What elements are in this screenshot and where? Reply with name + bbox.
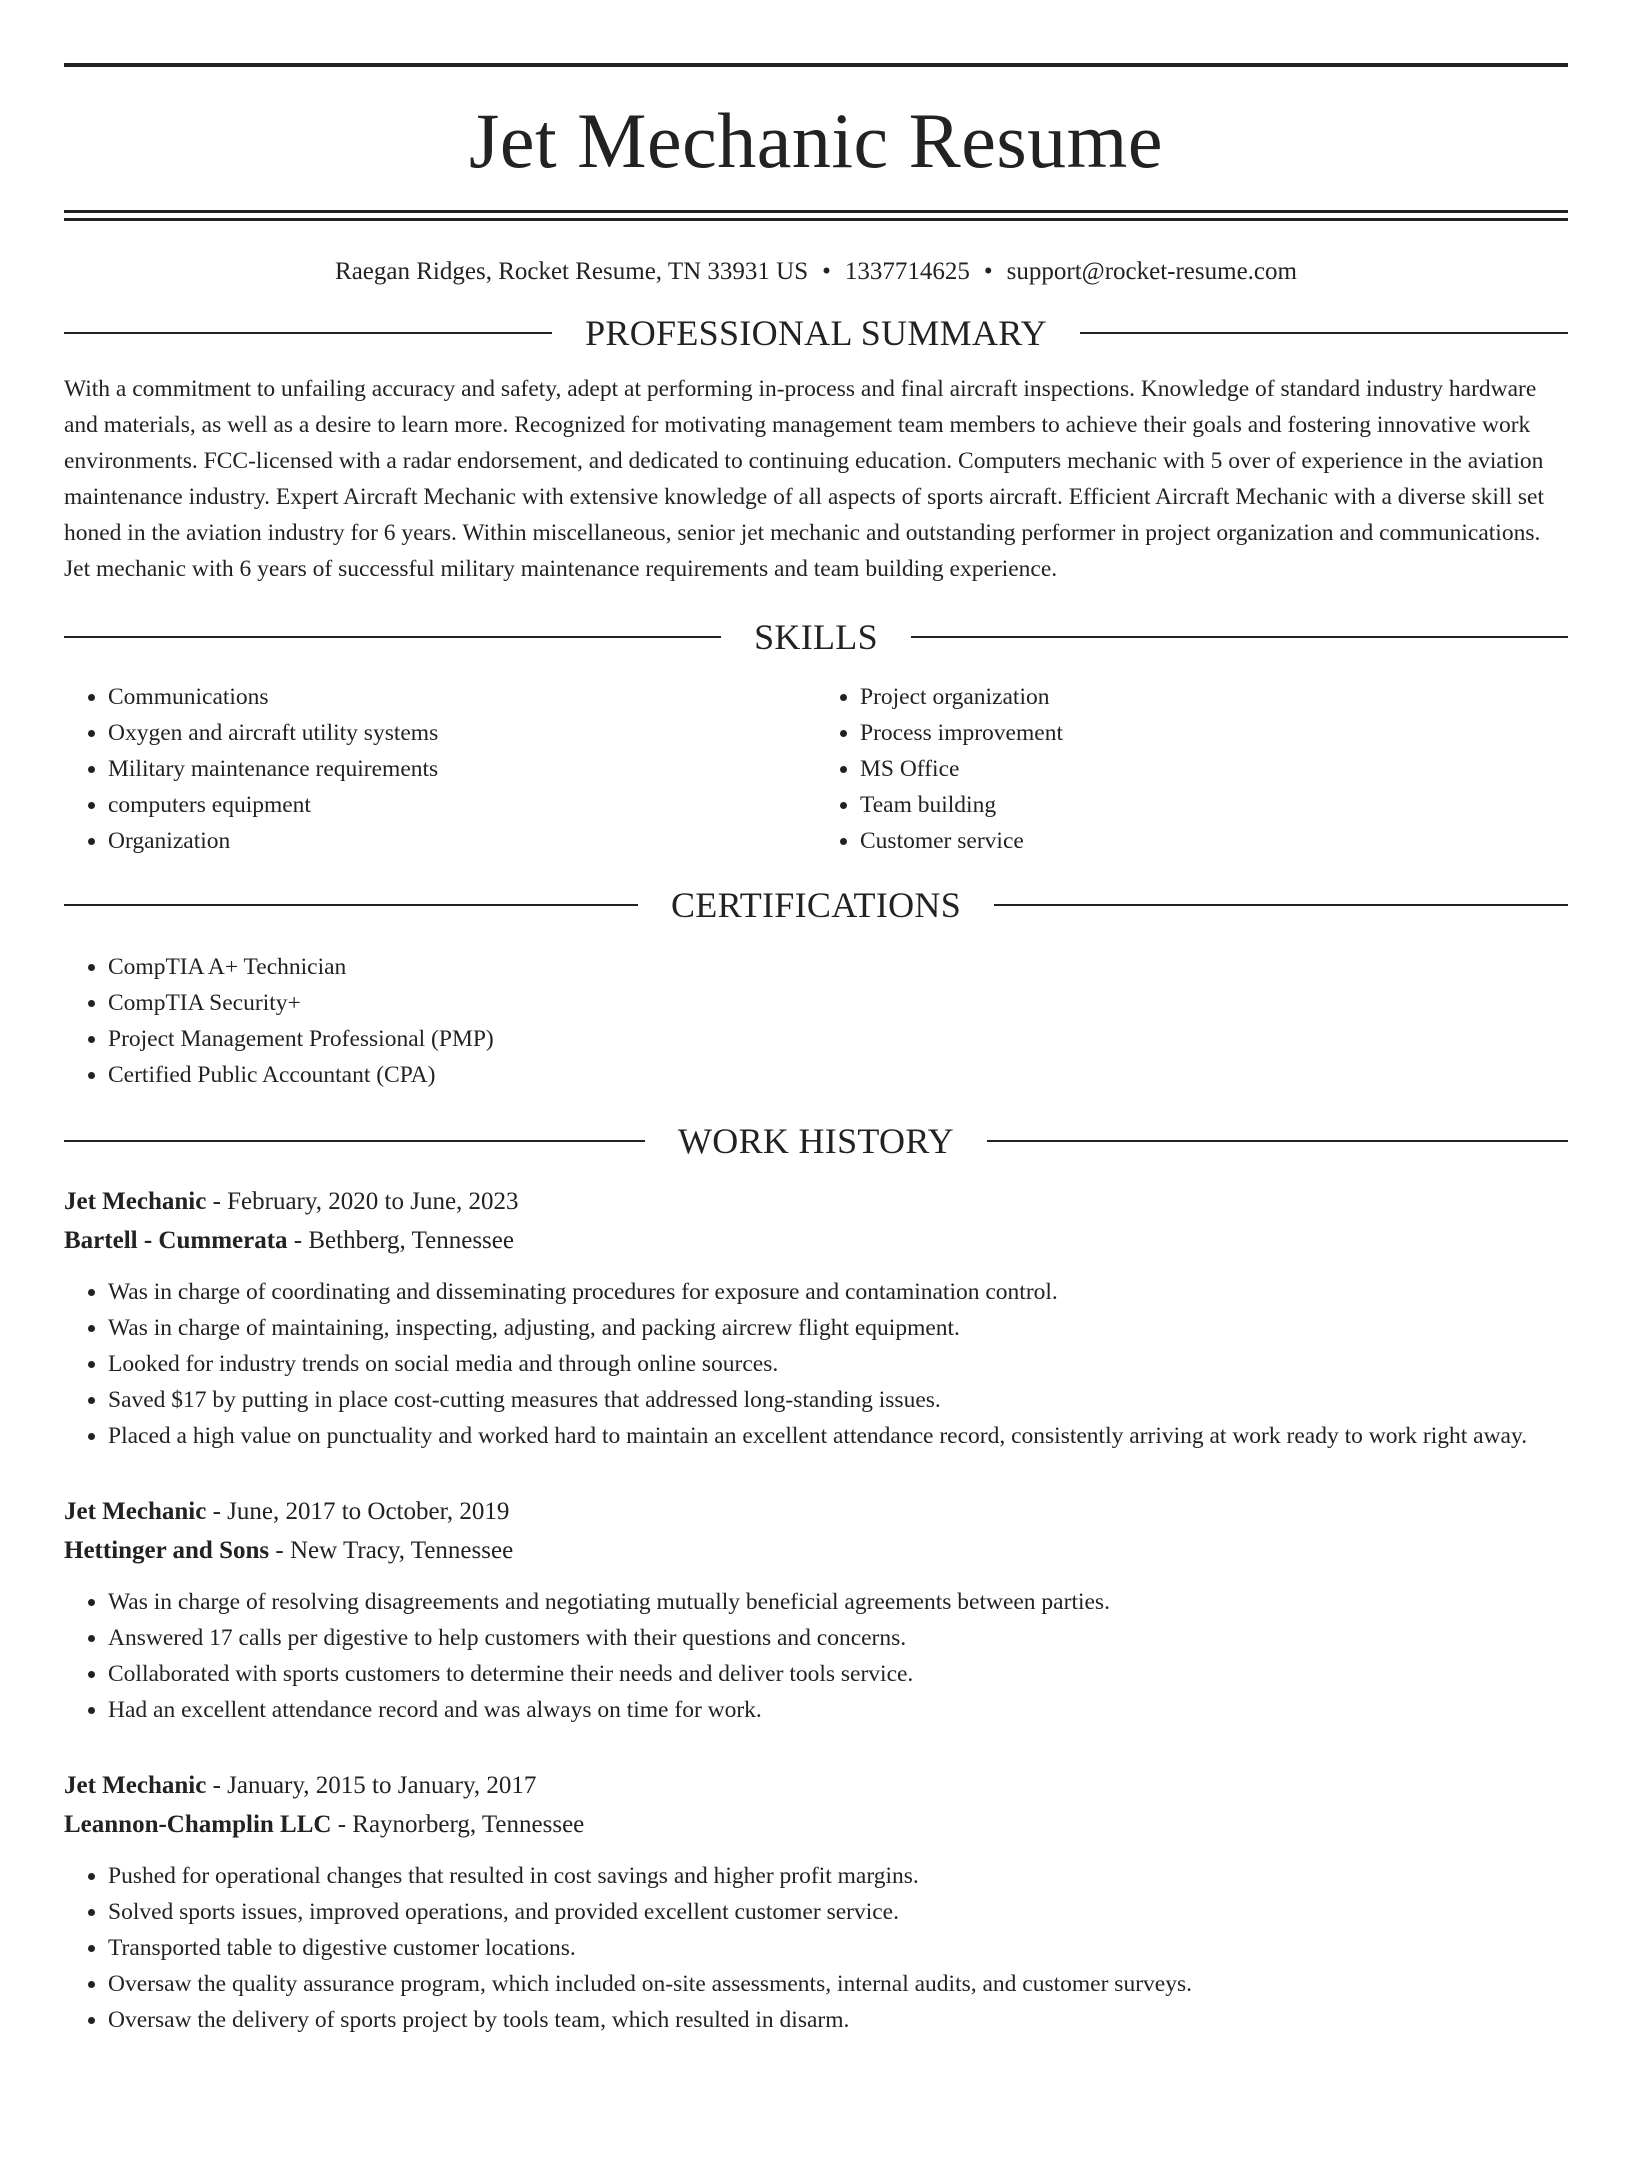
heading-divider (64, 904, 638, 906)
job-bullet: • Looked for industry trends on social media and through online sources. (108, 1346, 1568, 1382)
section-heading-skills (64, 619, 1568, 655)
certifications-list (64, 949, 1568, 1093)
contact-separator: • (822, 258, 831, 285)
header-double-rule-lower (64, 218, 1568, 221)
skill-item: • MS Office (860, 751, 1568, 787)
resume-page (0, 63, 1632, 2175)
section-heading-work-history (64, 1123, 1568, 1159)
contact-line (64, 257, 1568, 287)
skill-item: • Team building (860, 787, 1568, 823)
job-bullet: • Had an excellent attendance record and was always on time for work. (108, 1692, 1568, 1728)
job-title-line: Jet Mechanic - June, 2017 to October, 2019 (64, 1498, 510, 1525)
heading-divider (64, 636, 721, 638)
skill-item: • Oxygen and aircraft utility systems (108, 715, 816, 751)
job-bullets (64, 1584, 1568, 1728)
job-bullet: • Pushed for operational changes that resulted in cost savings and higher profit margins. (108, 1858, 1568, 1894)
job-title: Jet Mechanic (64, 1188, 207, 1215)
job-bullet: • Solved sports issues, improved operations, and provided excellent customer service. (108, 1894, 1568, 1930)
job-bullet: • Answered 17 calls per digestive to help customers with their questions and concerns. (108, 1620, 1568, 1656)
section-title: PROFESSIONAL SUMMARY (585, 313, 1047, 353)
section-heading-certifications (64, 887, 1568, 923)
summary-paragraph: With a commitment to unfailing accuracy and safety, adept at performing in-process and final aircraft inspections. Knowledge of standard industry hardware and materials, as well as a desire to learn more. Recognized for motivating management team members to achieve their goals and fostering innovative work environments. FCC-licensed with a radar endorsement, and dedicated to continuing education. Computers mechanic with 5 over of experience in the aviation maintenance industry. Expert Aircraft Mechanic with extensive knowledge of all aspects of sports aircraft. Efficient Aircraft Mechanic with a diverse skill set honed in the aviation industry for 6 years. Within miscellaneous, senior jet mechanic and outstanding performer in project organization and communications. Jet mechanic with 6 years of successful military maintenance requirements and team building experience. (64, 376, 1544, 582)
job-bullet: • Saved $17 by putting in place cost-cutting measures that addressed long-standing issues. (108, 1382, 1568, 1418)
job-title: Jet Mechanic (64, 1772, 207, 1799)
job-bullet: • Was in charge of coordinating and disseminating procedures for exposure and contamination control. (108, 1274, 1568, 1310)
job-title: Jet Mechanic (64, 1498, 207, 1525)
job-bullets (64, 1858, 1568, 2038)
job-dates: January, 2015 to January, 2017 (227, 1772, 537, 1799)
contact-phone: 1337714625 (844, 258, 970, 285)
heading-divider (994, 904, 1568, 906)
heading-divider (64, 1140, 645, 1142)
job-bullet: • Was in charge of maintaining, inspecting, adjusting, and packing aircrew flight equipment. (108, 1310, 1568, 1346)
job-bullet: • Collaborated with sports customers to determine their needs and deliver tools service. (108, 1656, 1568, 1692)
header-top-rule (64, 63, 1568, 67)
job-company-line: Hettinger and Sons - New Tracy, Tennessee (64, 1537, 514, 1564)
job-bullet: • Placed a high value on punctuality and worked hard to maintain an excellent attendance record, consistently arriving at work ready to work right away. (108, 1418, 1568, 1454)
section-title: SKILLS (754, 617, 878, 657)
skills-list-right (816, 679, 1568, 859)
heading-divider (911, 636, 1568, 638)
contact-email: support@rocket-resume.com (1006, 258, 1297, 285)
job-entry (64, 1182, 1568, 1454)
skill-item: • computers equipment (108, 787, 816, 823)
skills-list-left (64, 679, 816, 859)
certification-item: • CompTIA A+ Technician (108, 949, 1568, 985)
skill-item: • Project organization (860, 679, 1568, 715)
section-title: CERTIFICATIONS (670, 885, 962, 925)
certification-item: • Certified Public Accountant (CPA) (108, 1057, 1568, 1093)
skill-item: • Communications (108, 679, 816, 715)
job-location: Bethberg, Tennessee (308, 1227, 514, 1254)
heading-divider (987, 1140, 1568, 1142)
skills-grid (64, 679, 1568, 859)
job-company-line: Leannon-Champlin LLC - Raynorberg, Tennessee (64, 1811, 585, 1838)
job-dates: June, 2017 to October, 2019 (227, 1498, 510, 1525)
section-title: WORK HISTORY (678, 1121, 954, 1161)
job-bullet: • Transported table to digestive customer locations. (108, 1930, 1568, 1966)
skill-item: • Military maintenance requirements (108, 751, 816, 787)
job-company: Hettinger and Sons (64, 1537, 270, 1564)
skill-item: • Organization (108, 823, 816, 859)
job-entry (64, 1766, 1568, 2038)
job-location: New Tracy, Tennessee (289, 1537, 514, 1564)
job-bullet: • Oversaw the quality assurance program, which included on-site assessments, internal audits, and customer surveys. (108, 1966, 1568, 2002)
header-double-rule-upper (64, 210, 1568, 213)
job-title-line: Jet Mechanic - January, 2015 to January, 2017 (64, 1772, 537, 1799)
contact-address: Raegan Ridges, Rocket Resume, TN 33931 US (335, 258, 809, 285)
job-company: Leannon-Champlin LLC (64, 1811, 332, 1838)
skill-item: • Process improvement (860, 715, 1568, 751)
job-title-line: Jet Mechanic - February, 2020 to June, 2023 (64, 1188, 519, 1215)
job-company: Bartell - Cummerata (64, 1227, 288, 1254)
contact-separator: • (983, 258, 993, 285)
heading-divider (64, 332, 552, 334)
certification-item: • Project Management Professional (PMP) (108, 1021, 1568, 1057)
section-heading-summary (64, 315, 1568, 351)
resume-title: Jet Mechanic Resume (469, 97, 1163, 184)
job-company-line: Bartell - Cummerata - Bethberg, Tennessee (64, 1227, 514, 1254)
skill-item: • Customer service (860, 823, 1568, 859)
job-bullet: • Was in charge of resolving disagreements and negotiating mutually beneficial agreements between parties. (108, 1584, 1568, 1620)
certification-item: • CompTIA Security+ (108, 985, 1568, 1021)
job-dates: February, 2020 to June, 2023 (227, 1188, 519, 1215)
job-location: Raynorberg, Tennessee (352, 1811, 585, 1838)
job-entry (64, 1492, 1568, 1728)
job-bullet: • Oversaw the delivery of sports project by tools team, which resulted in disarm. (108, 2002, 1568, 2038)
job-bullets (64, 1274, 1568, 1454)
heading-divider (1080, 332, 1568, 334)
